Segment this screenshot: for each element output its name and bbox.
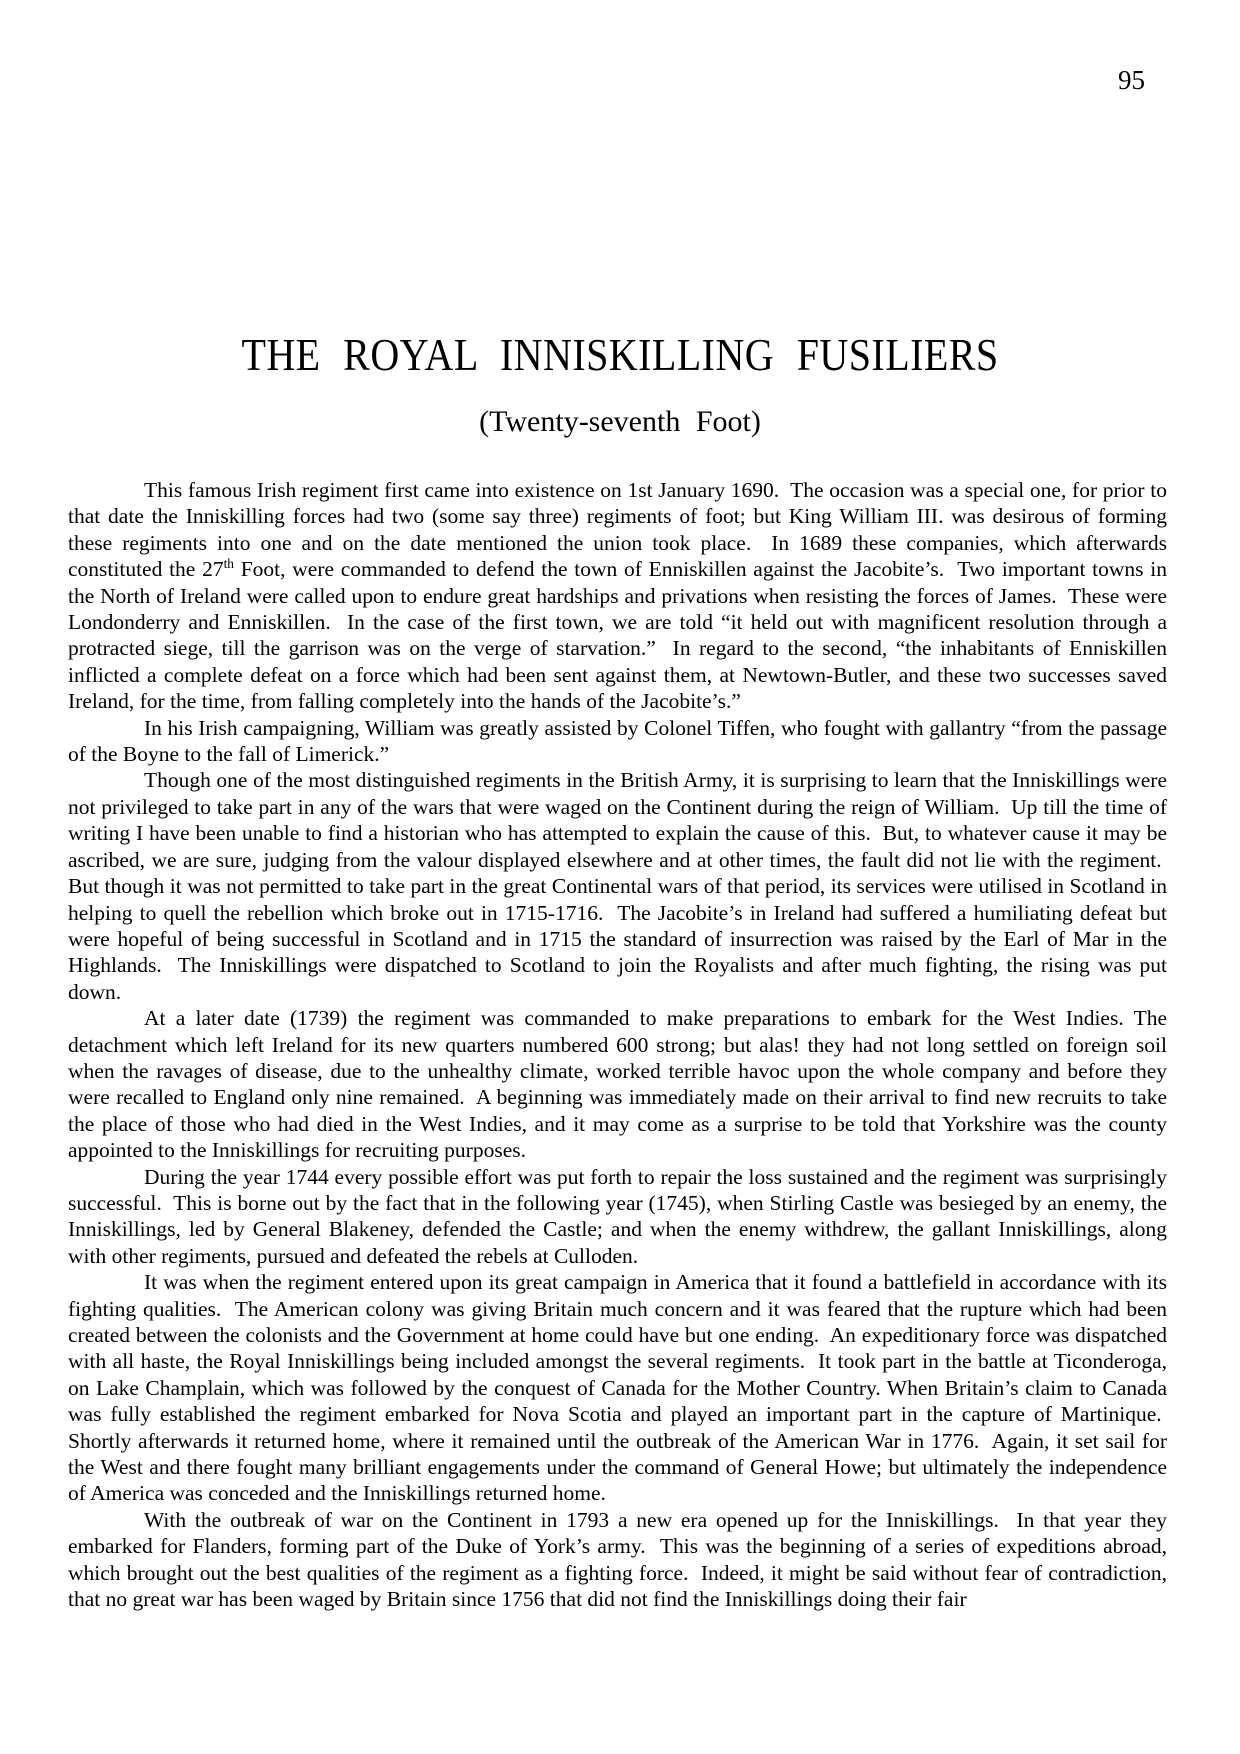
paragraph (68, 767, 1167, 1005)
article (68, 477, 1167, 1612)
page-number: 95 (1118, 65, 1145, 95)
page-subtitle: (Twenty-seventh Foot) (479, 405, 761, 438)
paragraph (68, 715, 1167, 768)
paragraph-text: Though one of the most distinguished regiments in the British Army, it is surprising to learn that the Inniskillings were not privileged to take part in any of the wars that were waged on the Continent during the reign of William. Up till the time of writing I have been unable to find a historian who has attempted to explain the cause of this. But, to whatever cause it may be ascribed, we are sure, judging from the valour displayed elsewhere and at other times, the fault did not lie with the regiment. But though it was not permitted to take part in the great Continental wars of that period, its services were utilised in Scotland in helping to quell the rebellion which broke out in 1715-1716. The Jacobite’s in Ireland had suffered a humiliating defeat but were hopeful of being successful in Scotland and in 1715 the standard of insurrection was raised by the Earl of Mar in the Highlands. The Inniskillings were dispatched to Scotland to join the Royalists and after much fighting, the rising was put down. (68, 768, 1167, 1004)
paragraph-text: With the outbreak of war on the Continent in 1793 a new era opened up for the Inniskillings. In that year they embarked for Flanders, forming part of the Duke of York’s army. This was the beginning of a series of expeditions abroad, which brought out the best qualities of the regiment as a fighting force. Indeed, it might be said without fear of contradiction, that no great war has been waged by Britain since 1756 that did not find the Inniskillings doing their fair (68, 1507, 1167, 1612)
paragraph (68, 1507, 1167, 1613)
superscript-text: th (223, 556, 234, 572)
paragraph-text: This famous Irish regiment first came into existence on 1st January 1690. The occasion was a special one, for prior to that date the Inniskilling forces had two (some say three) regiments of foot; but King William III. was desirous of forming these regiments into one and on the date mentioned the union took place. In 1689 these companies, which afterwards constituted the 27 (68, 478, 1167, 582)
paragraph-text: Foot, were commanded to defend the town of Enniskillen against the Jacobite’s. Two important towns in the North of Ireland were called upon to endure great hardships and privations when resisting the forces of James. These were Londonderry and Enniskillen. In the case of the first town, we are told “it held out with magnificent resolution through a protracted siege, till the garrison was on the verge of starvation.” In regard to the second, “the inhabitants of Enniskillen inflicted a complete defeat on a force which had been sent against them, at Newtown-Butler, and these two successes saved Ireland, for the time, from falling completely into the hands of the Jacobite’s.” (68, 557, 1167, 714)
paragraph (68, 477, 1167, 715)
paragraph (68, 1164, 1167, 1270)
paragraph-text: In his Irish campaigning, William was greatly assisted by Colonel Tiffen, who fought with gallantry “from the passage of the Boyne to the fall of Limerick.” (68, 715, 1167, 767)
paragraph (68, 1269, 1167, 1507)
paragraph-text: It was when the regiment entered upon its great campaign in America that it found a battlefield in accordance with its fighting qualities. The American colony was giving Britain much concern and it was feared that the rupture which had been created between the colonists and the Government at home could have but one ending. An expeditionary force was dispatched with all haste, the Royal Inniskillings being included amongst the several regiments. It took part in the battle at Ticonderoga, on Lake Champlain, which was followed by the conquest of Canada for the Mother Country. When Britain’s claim to Canada was fully established the regiment embarked for Nova Scotia and played an important part in the capture of Martinique. Shortly afterwards it returned home, where it remained until the outbreak of the American War in 1776. Again, it set sail for the West and there fought many brilliant engagements under the command of General Howe; but ultimately the independence of America was conceded and the Inniskillings returned home. (68, 1270, 1167, 1506)
paragraph-text: At a later date (1739) the regiment was commanded to make preparations to embark for the West Indies. The detachment which left Ireland for its new quarters numbered 600 strong; but alas! they had not long settled on foreign soil when the ravages of disease, due to the unhealthy climate, worked terrible havoc upon the whole company and before they were recalled to England only nine remained. A beginning was immediately made on their arrival to find new recruits to take the place of those who had died in the West Indies, and it may come as a surprise to be told that Yorkshire was the county appointed to the Inniskillings for recruiting purposes. (68, 1006, 1167, 1163)
page-title: THE ROYAL INNISKILLING FUSILIERS (241, 329, 999, 380)
paragraph (68, 1005, 1167, 1163)
paragraph-text: During the year 1744 every possible effort was put forth to repair the loss sustained and the regiment was surprisingly successful. This is borne out by the fact that in the following year (1745), when Stirling Castle was besieged by an enemy, the Inniskillings, led by General Blakeney, defended the Castle; and when the enemy withdrew, the gallant Inniskillings, along with other regiments, pursued and defeated the rebels at Culloden. (68, 1164, 1167, 1268)
